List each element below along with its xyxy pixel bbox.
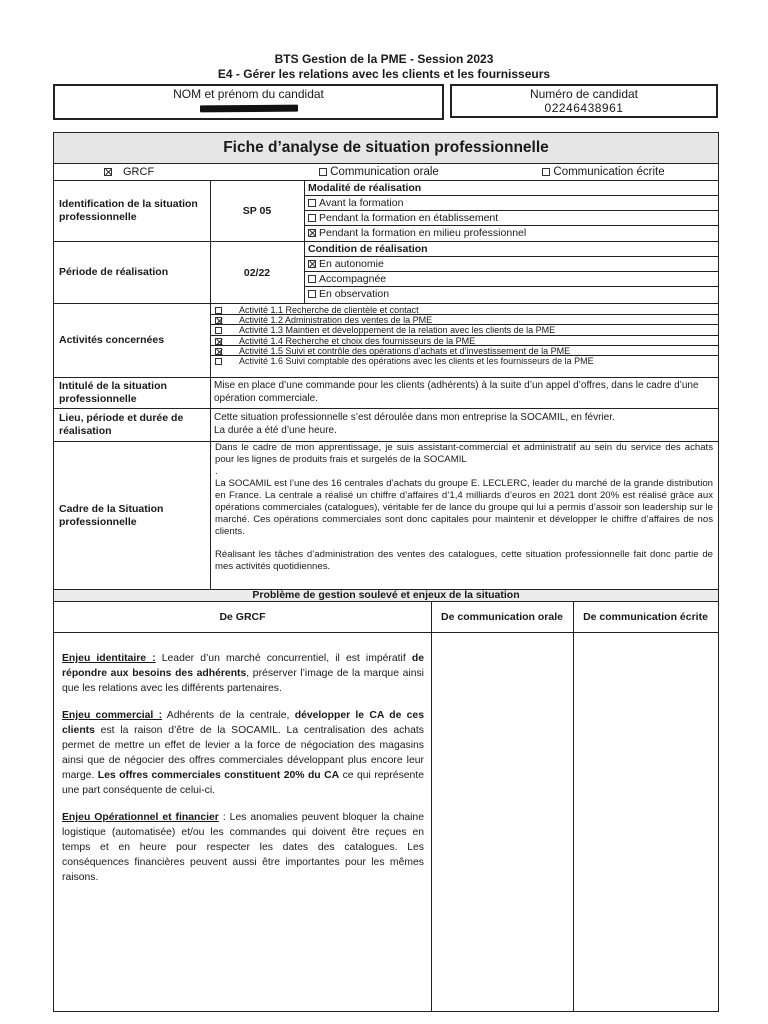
modality-school[interactable]: Pendant la formation en établissement — [304, 211, 718, 226]
form-title: Fiche d’analyse de situation professionnelle — [54, 133, 718, 164]
column-ecrite: De communication écrite — [583, 611, 708, 623]
stake-operational: Enjeu Opérationnel et financier : Les anomalies peuvent bloquer la chaine logistique (automatisée) et/ou les commandes qui doivent être reçues en temps et en heure pour respecter les dates des catalogues. Les conséquences financières peuvent aussi être importantes pour les mêmes raisons. — [62, 812, 424, 883]
situation-code: SP 05 — [242, 205, 272, 217]
stake-identity: Enjeu identitaire : Leader d’un marché concurrentiel, il est impératif de répondre aux besoins des adhérents, préserver l’image de la marque ainsi que les relations avec les différents partenaires. — [62, 653, 425, 694]
checkbox-icon — [542, 168, 550, 176]
exam-title: BTS Gestion de la PME - Session 2023 — [274, 52, 494, 66]
condition-heading: Condition de réalisation — [304, 242, 718, 257]
stake-commercial: Enjeu commercial : Adhérents de la centrale, développer le CA de ces clients est la raison d’être de la SOCAMIL. La centralisation des achats permet de mettre un effet de levier a la force de négociation des magasins ainsi que de négocier des offres commerciales développant plus encore leur marge. Les offres commerciales constituent 20% du CA ce qui représente une part conséquente de celui-ci. — [62, 710, 424, 796]
frame-label: Cadre de la Situation professionnelle — [59, 502, 164, 528]
identification-row — [54, 181, 718, 242]
exam-subtitle: E4 - Gérer les relations avec les clients et les fournisseurs — [217, 67, 551, 81]
type-row — [54, 164, 718, 181]
checkbox-checked-icon — [104, 168, 112, 176]
frame-paragraph-1: Dans le cadre de mon apprentissage, je suis assistant-commercial et administratif au sein du service des achats pour les lignes de produits frais et surgelés de la SOCAMIL — [215, 442, 713, 465]
frame-paragraph-3: Réalisant les tâches d’administration des ventes des catalogues, cette situation professionnelle fait donc partie de mes activités quotidiennes. — [215, 549, 713, 572]
frame-row — [54, 442, 718, 590]
checkbox-checked-icon — [215, 317, 222, 324]
checkbox-icon — [215, 327, 222, 334]
place-row-label: Lieu, période et durée de réalisation — [59, 412, 184, 437]
type-oral[interactable]: Communication orale — [269, 164, 489, 180]
checkbox-icon — [308, 275, 316, 283]
checkbox-checked-icon — [215, 348, 222, 355]
activity-item[interactable]: Activité 1.6 Suivi comptable des opérations avec les clients et les fournisseurs de la PME — [210, 356, 718, 366]
title-row-label: Intitulé de la situation professionnelle — [59, 380, 167, 405]
problem-heading: Problème de gestion soulevé et enjeux de la situation — [252, 589, 520, 601]
analysis-form — [53, 132, 719, 1012]
condition-autonomy[interactable]: En autonomie — [304, 257, 718, 272]
activity-item[interactable]: Activité 1.4 Recherche et choix des fournisseurs de la PME — [210, 336, 718, 346]
activity-item[interactable]: Activité 1.1 Recherche de clientèle et contact — [210, 305, 718, 315]
column-oral: De communication orale — [441, 610, 563, 623]
frame-paragraph-2: La SOCAMIL est l’une des 16 centrales d’achats du groupe E. LECLERC, leader du marché de la grande distribution en France. La centrale a réalisé un chiffre d’affaires d’1,4 milliards d’euros en 2021 dont 20% est réalisé grâce aux opérations commerciales (catalogues), véritable fer de lance du groupe qui lui a permis d’assoir son leadership sur le marché. Ces opérations commerciales sont donc capitales pour maintenir et développer le chiffre d’affaires de nos clients. — [215, 478, 713, 537]
period-value: 02/22 — [243, 266, 271, 279]
identification-label: Identification de la situation professionnelle — [59, 198, 198, 223]
condition-block — [304, 242, 718, 302]
modality-before[interactable]: Avant la formation — [304, 196, 718, 211]
checkbox-icon — [308, 199, 316, 207]
checkbox-icon — [215, 307, 222, 314]
problem-heading-row — [54, 590, 718, 602]
candidate-name-label: NOM et prénom du candidat — [173, 87, 324, 101]
type-grcf[interactable]: GRCF — [54, 164, 269, 180]
type-ecrite[interactable]: Communication écrite — [489, 164, 718, 180]
checkbox-icon — [319, 168, 327, 176]
modality-heading: Modalité de réalisation — [304, 181, 718, 196]
place-line-1: Cette situation professionnelle s’est déroulée dans mon entreprise la SOCAMIL, en février. — [214, 412, 615, 423]
activity-item[interactable]: Activité 1.5 Suivi et contrôle des opérations d’achats et d’investissement de la PME — [210, 346, 718, 356]
redacted-name — [199, 105, 297, 113]
candidate-number-label: Numéro de candidat — [529, 87, 639, 101]
condition-accompanied[interactable]: Accompagnée — [304, 272, 718, 287]
activities-row — [54, 304, 718, 378]
problem-body — [54, 633, 718, 1011]
candidate-name-box — [53, 84, 444, 120]
checkbox-icon — [215, 358, 222, 365]
stakes-text — [62, 651, 424, 897]
activities-label: Activités concernées — [59, 334, 165, 346]
place-row-value — [210, 411, 718, 438]
activity-item[interactable]: Activité 1.2 Administration des ventes de la PME — [210, 315, 718, 325]
checkbox-checked-icon — [215, 338, 222, 345]
frame-dot: . — [215, 466, 218, 477]
candidate-number-value: 02246438961 — [544, 101, 624, 115]
condition-observation[interactable]: En observation — [304, 287, 718, 302]
problem-columns-header — [54, 602, 718, 633]
title-row — [54, 378, 718, 409]
checkbox-icon — [308, 214, 316, 222]
activity-item[interactable]: Activité 1.3 Maintien et développement de la relation avec les clients de la PME — [210, 325, 718, 335]
checkbox-checked-icon — [308, 260, 316, 268]
modality-workplace[interactable]: Pendant la formation en milieu professionnel — [304, 226, 718, 241]
place-row — [54, 409, 718, 442]
place-line-2: La durée a été d’une heure. — [214, 424, 337, 436]
period-row — [54, 242, 718, 304]
activity-list — [210, 305, 718, 366]
checkbox-checked-icon — [308, 229, 316, 237]
frame-text — [210, 442, 718, 573]
title-row-value: Mise en place d’une commande pour les clients (adhérents) à la suite d’un appel d’offres, dans le cadre d’une opération commerciale. — [214, 380, 699, 404]
candidate-number-box — [450, 84, 718, 118]
column-grcf: De GRCF — [219, 611, 266, 623]
modality-block — [304, 181, 718, 241]
period-label: Période de réalisation — [59, 266, 169, 278]
checkbox-icon — [308, 290, 316, 298]
